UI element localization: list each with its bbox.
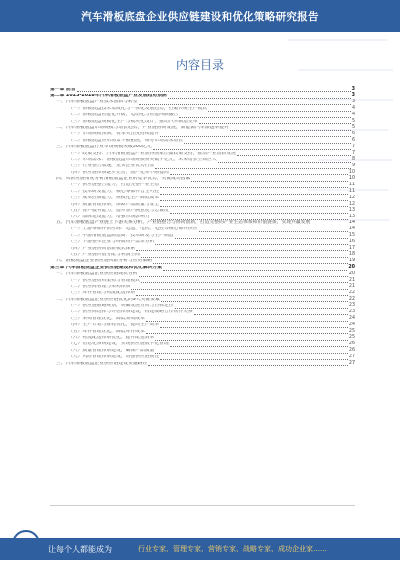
toc-entry[interactable]: [50, 137, 355, 143]
toc-entry-text: 三、汽车滑板底盘行业市场规模突破500亿元: [56, 145, 152, 150]
toc-entry-text: （一）供应链整合能力，打造完整产业生态: [68, 183, 160, 188]
toc-entry[interactable]: [50, 245, 355, 251]
toc-entry[interactable]: [50, 347, 355, 353]
toc-leader-dots: [141, 279, 348, 283]
toc-entry-text: （五）产业链价值分配与利润空间: [68, 252, 140, 257]
toc-entry[interactable]: [50, 112, 355, 118]
toc-entry-text: （六）物流配送体系优化，提升配送效率: [68, 336, 155, 341]
toc-entry[interactable]: [50, 296, 355, 302]
toc-page-number: 23: [348, 309, 355, 315]
toc-leader-dots: [139, 101, 351, 105]
toc-leader-dots: [131, 286, 348, 290]
footer-roles: 行业专家、管理专家、营销专家、战略专家、成功企业家……: [138, 545, 327, 553]
toc-leader-dots: [170, 343, 348, 347]
toc-leader-dots: [179, 114, 351, 118]
toc-entry[interactable]: [50, 163, 355, 169]
toc-entry-text: （二）供应商选择与评估体系建设，构建战略合作伙伴关系: [68, 310, 193, 315]
toc-entry[interactable]: [50, 220, 355, 226]
toc-leader-dots: [153, 260, 348, 264]
toc-entry-text: （五）客户服务能力，提升客户满意度与忠诚度: [68, 209, 169, 214]
toc-page-number: 20: [348, 271, 355, 277]
toc-entry-text: （四）供应链体系逐步完善，国产化率不断提高: [68, 170, 169, 175]
toc-entry[interactable]: [50, 150, 355, 156]
toc-page-number: 18: [348, 251, 355, 257]
toc-entry-text: （一）供应链组织架构与管理模式: [68, 278, 140, 283]
toc-entry-text: 第一章 前言: [50, 87, 76, 92]
toc-leader-dots: [175, 305, 348, 309]
toc-entry-text: （一）滑板底盘技术集成化与一体化发展趋势，打破传统生产模式: [68, 106, 208, 111]
toc-entry-text: （一）上游零部件供应商：电池、电机、电控等核心部件供应: [68, 227, 198, 232]
toc-entry-text: （八）质量管理体系建设，确保产品质量: [68, 348, 155, 353]
toc-entry-text: （二）中游滑板底盘制造商：技术研发与生产制造: [68, 233, 174, 238]
toc-page-number: 21: [348, 283, 355, 289]
toc-entry-text: （一）市场规模预测，资本关注度持续提升: [68, 132, 160, 137]
toc-page-number: 22: [348, 296, 355, 302]
toc-page-number: 16: [348, 239, 355, 245]
toc-leader-dots: [160, 191, 348, 195]
toc-leader-dots: [139, 273, 348, 277]
toc-entry[interactable]: [50, 86, 355, 92]
toc-page-number: 7: [351, 150, 355, 156]
toc-entry-text: （三）下游整车企业与终端用户需求分析: [68, 240, 155, 245]
toc-entry[interactable]: [50, 322, 355, 328]
toc-entry[interactable]: [50, 124, 355, 130]
toc-entry[interactable]: [50, 169, 355, 175]
toc-page-number: 14: [348, 220, 355, 226]
toc-page-number: 4: [351, 112, 355, 118]
toc-page-number: 27: [348, 360, 355, 366]
toc-page-number: 26: [348, 341, 355, 347]
toc-leader-dots: [199, 120, 351, 124]
toc-entry[interactable]: [50, 175, 355, 181]
toc-page-number: 9: [351, 163, 355, 169]
toc-entry[interactable]: [50, 334, 355, 340]
toc-page-number: 15: [348, 232, 355, 238]
toc-leader-dots: [136, 247, 348, 251]
toc-entry[interactable]: [50, 118, 355, 124]
toc-entry-text: 五、汽车滑板底盘产业链上下游关系分析，产业链整合与协同创新，打造完整的产业生态体系和价值链条，实现共赢发展: [56, 220, 311, 226]
toc-leader-dots: [160, 184, 348, 188]
toc-entry-text: （四）产业链协同创新模式探索: [68, 246, 136, 251]
toc-page-number: 13: [348, 214, 355, 220]
toc-page-number: 5: [351, 124, 355, 130]
toc-leader-dots: [184, 140, 351, 144]
toc-entry[interactable]: [50, 131, 355, 137]
toc-entry[interactable]: [50, 283, 355, 289]
toc-entry[interactable]: [50, 156, 355, 162]
toc-entry[interactable]: [50, 99, 355, 105]
toc-entry-text: 二、汽车滑板底盘市场规模与增长趋势，产业链协同发展，新能源汽车渗透率提升: [56, 125, 229, 130]
toc-leader-dots: [155, 337, 348, 341]
toc-page-number: 25: [348, 335, 355, 341]
toc-entry-text: （四）生产计划与排程优化，提高生产效率: [68, 323, 160, 328]
toc-entry[interactable]: [50, 201, 355, 207]
toc-page-number: 23: [348, 303, 355, 309]
toc-entry[interactable]: [50, 302, 355, 308]
footer-bar: [0, 538, 400, 560]
toc-leader-dots: [237, 152, 351, 156]
toc-leader-dots: [155, 165, 351, 169]
toc-page-number: 24: [348, 322, 355, 328]
toc-page-number: 19: [348, 258, 355, 264]
toc-entry[interactable]: [50, 264, 355, 270]
toc-leader-dots: [175, 235, 348, 239]
toc-entry[interactable]: [50, 354, 355, 360]
toc-entry-text: （三）库存管理与物流配送体系: [68, 291, 136, 296]
footer-slogan: 让每个人都能成为: [48, 544, 112, 554]
toc-entry-text: （四）质量管理体系，保障产品质量与安全: [68, 202, 160, 207]
toc-page-number: 13: [348, 208, 355, 214]
toc-entry-text: 一、汽车滑板底盘企业供应链现状分析: [56, 272, 138, 277]
toc-leader-dots: [194, 311, 348, 315]
toc-page-number: 26: [348, 347, 355, 353]
toc-page-number: 6: [351, 137, 355, 143]
toc-leader-dots: [160, 356, 348, 360]
toc-leader-dots: [160, 203, 348, 207]
toc-page-number: 22: [348, 290, 355, 296]
toc-page-number: 5: [351, 118, 355, 124]
toc-leader-dots: [146, 330, 348, 334]
toc-entry[interactable]: [50, 195, 355, 201]
toc-page-number: 12: [348, 201, 355, 207]
toc-entry-text: （一）供应链战略规划，明确发展方向与目标定位: [68, 304, 174, 309]
toc-page-number: 12: [348, 195, 355, 201]
toc-entry-text: 第三章 汽车滑板底盘企业供应链建设和优化解决方案: [50, 265, 163, 270]
toc-entry[interactable]: [50, 309, 355, 315]
toc-page-number: 11: [348, 188, 355, 194]
toc-entry[interactable]: [50, 226, 355, 232]
toc-entry-text: （二）滑板底盘应用场景不断拓展，细分市场需求增长: [68, 138, 184, 143]
toc-page-number: 3: [351, 92, 355, 98]
toc-leader-dots: [77, 88, 351, 92]
page-divider: [50, 505, 355, 506]
toc-entry[interactable]: [50, 188, 355, 194]
report-header: [0, 0, 400, 32]
toc-leader-dots: [155, 350, 348, 354]
toc-leader-dots: [168, 95, 351, 99]
toc-page-number: 4: [351, 105, 355, 111]
toc-page-number: 25: [348, 328, 355, 334]
toc-entry-text: （二）滑板底盘智能化升级，电动化与智能网联融合: [68, 113, 179, 118]
toc-entry[interactable]: [50, 207, 355, 213]
toc-entry-text: （一）政策支持：汽车滑板底盘产业获得国家层面政策支持，推动产业创新发展: [68, 151, 236, 156]
toc-entry-text: （七）信息化系统建设，实现供应链数字化管理: [68, 342, 169, 347]
toc-entry[interactable]: [50, 315, 355, 321]
toc-entry[interactable]: [50, 105, 355, 111]
toc-page-number: 7: [351, 144, 355, 150]
toc-entry[interactable]: [50, 360, 355, 366]
toc-leader-dots: [218, 159, 351, 163]
toc-leader-dots: [148, 362, 348, 366]
toc-entry-text: （五）库存管理优化，降低库存成本: [68, 329, 145, 334]
toc-page-number: 3: [351, 86, 355, 92]
toc-entry-text: （二）市场需求：滑板底盘市场规模将突破千亿元，未来增长空间巨大: [68, 157, 217, 162]
toc-entry-text: 三、汽车滑板底盘企业供应链建设实施路径: [56, 361, 148, 366]
toc-page-number: 14: [348, 226, 355, 232]
toc-entry-text: 第二章 2023-2028年汽车滑板底盘产业发展趋势预测: [50, 93, 167, 98]
toc-entry[interactable]: [50, 239, 355, 245]
toc-entry[interactable]: [50, 290, 355, 296]
toc-leader-dots: [230, 127, 351, 131]
toc-entry[interactable]: [50, 258, 355, 264]
toc-entry[interactable]: [50, 92, 355, 98]
toc-entry-text: 四、从供应链角度分析滑板底盘企业的竞争优势，关键成功因素: [56, 177, 191, 182]
toc-entry-text: （三）成本控制能力，规模化生产降低成本: [68, 196, 160, 201]
toc-entry[interactable]: [50, 328, 355, 334]
toc-page-number: 10: [348, 169, 355, 175]
toc-leader-dots: [160, 324, 348, 328]
toc-page-number: 20: [348, 264, 355, 270]
toc-page-number: 6: [351, 131, 355, 137]
toc-leader-dots: [155, 241, 348, 245]
toc-page-number: 11: [348, 182, 355, 188]
toc-page-number: 8: [351, 156, 355, 162]
toc-leader-dots: [160, 197, 348, 201]
toc-leader-dots: [161, 298, 348, 302]
toc-leader-dots: [153, 146, 351, 150]
toc-entry-text: （三）采购管理优化，降低采购成本: [68, 316, 145, 321]
toc-entry[interactable]: [50, 232, 355, 238]
toc-page-number: 24: [348, 315, 355, 321]
toc-entry-text: 二、汽车滑板底盘企业供应链优化的9大关键要素: [56, 297, 160, 302]
toc-leader-dots: [141, 254, 348, 258]
toc-leader-dots: [208, 108, 351, 112]
toc-entry[interactable]: [50, 144, 355, 150]
toc-leader-dots: [191, 178, 348, 182]
toc-leader-dots: [146, 318, 348, 322]
table-of-contents: [50, 86, 355, 366]
toc-title: 内容目录: [175, 58, 224, 72]
toc-page-number: 17: [348, 245, 355, 251]
toc-entry[interactable]: [50, 341, 355, 347]
toc-entry[interactable]: [50, 251, 355, 257]
toc-entry-text: （九）风险管理体系建设，增强供应链韧性: [68, 355, 160, 360]
report-title: 汽车滑板底盘企业供应链建设和优化策略研究报告: [81, 10, 319, 23]
toc-leader-dots: [170, 210, 348, 214]
toc-leader-dots: [136, 292, 348, 296]
toc-page-number: 3: [351, 99, 355, 105]
toc-leader-dots: [160, 133, 351, 137]
toc-leader-dots: [163, 267, 347, 271]
toc-entry-text: （二）供应商管理与采购体系: [68, 284, 131, 289]
toc-entry-text: （三）行业整合加速，龙头企业优势凸显: [68, 164, 155, 169]
toc-entry[interactable]: [50, 271, 355, 277]
toc-entry[interactable]: [50, 277, 355, 283]
toc-page-number: 10: [348, 176, 355, 182]
toc-entry-text: 一、汽车滑板底盘产业技术创新与转型: [56, 100, 138, 105]
toc-entry-text: 六、滑板底盘企业供应链风险分析与应对策略: [56, 259, 152, 264]
toc-leader-dots: [199, 228, 348, 232]
toc-page-number: 21: [348, 277, 355, 283]
toc-entry-text: （二）技术研发能力，核心零部件自主可控: [68, 189, 160, 194]
toc-entry-text: （三）滑板底盘规模化生产与模块化设计，推动汽车制造变革: [68, 119, 198, 124]
toc-entry-text: （六）品牌建设能力，增强市场影响力: [68, 215, 150, 220]
toc-leader-dots: [170, 171, 348, 175]
toc-entry[interactable]: [50, 182, 355, 188]
toc-page-number: 27: [348, 354, 355, 360]
